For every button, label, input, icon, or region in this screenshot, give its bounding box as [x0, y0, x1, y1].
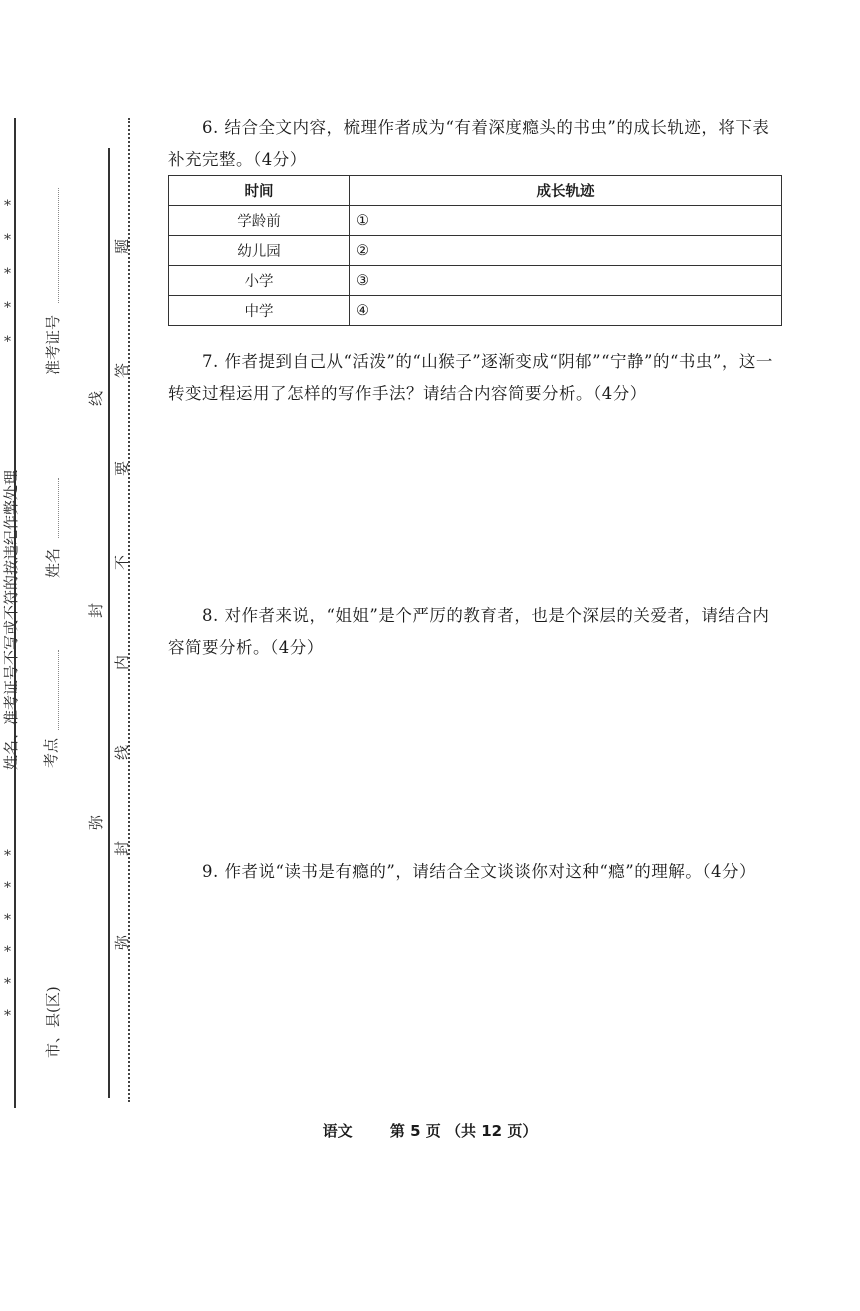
star-mark: *: [4, 232, 11, 248]
question-8: [168, 600, 786, 664]
answer-cell-3[interactable]: ③: [350, 266, 782, 296]
region-label: 市、县(区): [44, 986, 62, 1058]
seal-char: 要: [113, 460, 132, 477]
answer-area-8[interactable]: [168, 670, 786, 850]
binding-cut-line: [128, 118, 130, 1102]
answer-cell-4[interactable]: ④: [350, 296, 782, 326]
question-7-text: 7. 作者提到自己从“活泼”的“山猴子”逐渐变成“阴郁”“宁静”的“书虫”，这一转变过程运用了怎样的写作手法？请结合内容简要分析。（4分）: [168, 352, 773, 403]
table-cell-time: 小学: [169, 266, 350, 296]
table-header-row: [169, 176, 782, 206]
exam-id-label: 准考证号: [44, 314, 62, 375]
question-6-text: 6. 结合全文内容，梳理作者成为“有着深度瘾头的书虫”的成长轨迹，将下表补充完整。（4分）: [168, 118, 770, 169]
question-6: [168, 112, 786, 176]
star-mark: *: [4, 300, 11, 316]
venue-label: 考点: [42, 737, 60, 768]
seal-char: 线: [113, 744, 132, 761]
binding-inner-line: [108, 148, 110, 1098]
star-mark: *: [4, 266, 11, 282]
table-header-time: 时间: [169, 176, 350, 206]
table-row: [169, 236, 782, 266]
exam-id-field[interactable]: [58, 188, 59, 303]
answer-cell-2[interactable]: ②: [350, 236, 782, 266]
seal-char: 内: [113, 654, 132, 671]
question-9-text: 9. 作者说“读书是有瘾的”，请结合全文谈谈你对这种“瘾”的理解。（4分）: [202, 862, 756, 881]
venue-field[interactable]: [58, 650, 59, 730]
seal-char: 弥: [87, 814, 106, 831]
star-mark: *: [4, 976, 11, 992]
star-mark: *: [4, 334, 11, 350]
table-cell-time: 中学: [169, 296, 350, 326]
binding-warning: 姓名、准考证号不写或不符的按违纪作弊处理: [2, 469, 20, 770]
star-mark: *: [4, 912, 11, 928]
star-mark: *: [4, 880, 11, 896]
answer-area-7[interactable]: [168, 420, 786, 590]
answer-area-9[interactable]: [168, 900, 786, 1100]
seal-char: 封: [113, 840, 132, 857]
table-cell-time: 学龄前: [169, 206, 350, 236]
name-label: 姓名: [44, 547, 62, 578]
seal-char: 题: [113, 238, 132, 255]
footer-subject: 语文: [322, 1122, 353, 1140]
star-mark: *: [4, 198, 11, 214]
question-9: [168, 856, 786, 888]
star-mark: *: [4, 1008, 11, 1024]
seal-char: 线: [87, 390, 106, 407]
growth-track-table: [168, 175, 782, 326]
star-mark: *: [4, 944, 11, 960]
answer-cell-1[interactable]: ①: [350, 206, 782, 236]
seal-char: 答: [113, 362, 132, 379]
table-header-track: 成长轨迹: [350, 176, 782, 206]
table-row: [169, 266, 782, 296]
table-cell-time: 幼儿园: [169, 236, 350, 266]
seal-char: 封: [87, 602, 106, 619]
footer-page-number: 第 5 页 （共 12 页）: [389, 1122, 538, 1140]
question-7: [168, 346, 786, 410]
page-footer: [0, 1120, 860, 1141]
seal-char: 不: [113, 554, 132, 571]
name-field[interactable]: [58, 478, 59, 538]
table-row: [169, 206, 782, 236]
question-8-text: 8. 对作者来说，“姐姐”是个严厉的教育者，也是个深层的关爱者，请结合内容简要分析。（4分）: [168, 606, 770, 657]
table-row: [169, 296, 782, 326]
seal-char: 弥: [113, 934, 132, 951]
star-mark: *: [4, 848, 11, 864]
